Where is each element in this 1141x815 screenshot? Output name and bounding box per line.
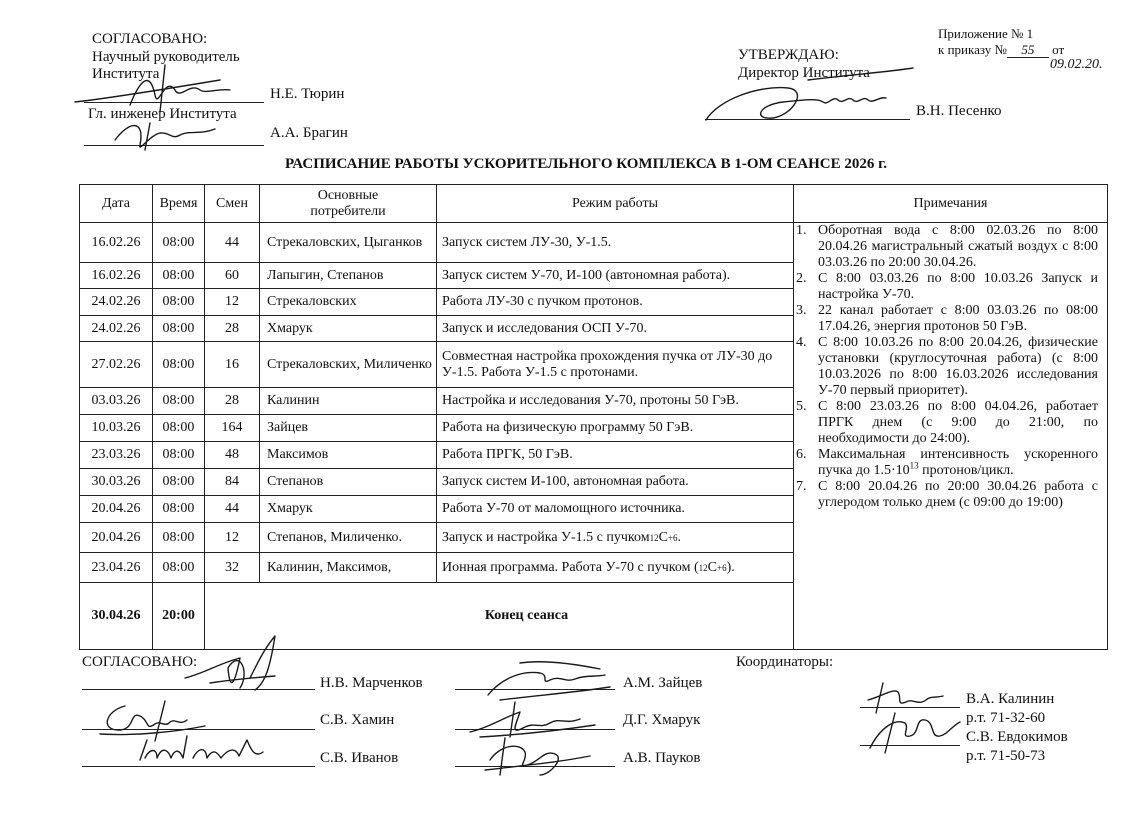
coordinator-kalinin-phone: р.т. 71-32-60 [966,710,1046,726]
row-time: 08:00 [162,559,195,575]
row-time: 08:00 [162,420,195,435]
row-time: 08:00 [162,474,195,489]
isotope-symbol: С [658,529,668,545]
row-date: 20.04.26 [91,501,141,516]
row-mode: Запуск и исследования ОСП У-70. [442,320,647,336]
note-text: С 8:00 20.04.26 по 20:00 30.04.26 работа с углеродом только днем (с 09:00 до 19:00) [818,479,1098,510]
appendix-line1: Приложение № 1 [938,26,1034,41]
appendix-line2 [938,42,1064,58]
note-item [794,399,1098,447]
order-date: 09.02.20. [1050,57,1103,72]
row-date: 27.02.26 [91,356,141,372]
note-item [794,303,1098,335]
row-mode: Работа ПРГК, 50 ГэВ. [442,447,573,462]
sci-head-institute: Института [92,66,160,82]
director-name: В.Н. Песенко [916,103,1002,119]
row-shifts: 164 [221,420,243,435]
row-time: 08:00 [162,267,195,283]
signer-paukov: А.В. Пауков [623,750,701,766]
sci-head-position: Научный руководитель [92,49,240,65]
row-consumers: Стрекаловских, Цыганков [267,234,423,250]
final-date: 30.04.26 [91,608,141,623]
order-from-label: от [1052,42,1065,57]
note-item [794,335,1098,399]
row-consumers: Зайцев [267,420,309,435]
row-consumers: Стрекаловских [267,294,357,309]
note-item [794,447,1098,479]
session-end-label: Конец сеанса [484,608,569,623]
note-text: Максимальная интенсивность ускоренного пучка до 1.5·10 [818,447,1098,478]
note-number: 6. [796,447,807,462]
row-mode: Запуск систем У-70, И-100 (автономная работа). [442,267,731,283]
note-text: С 8:00 03.03.26 по 8:00 10.03.26 Запуск и настройка У-70. [818,271,1098,302]
row-mode: Запуск систем И-100, автономная работа. [442,474,689,489]
note-exponent: 13 [909,460,919,471]
row-consumers: Калинин [267,393,320,408]
row-date: 16.02.26 [91,234,141,250]
row-time: 08:00 [162,320,195,336]
mode-text: Запуск и настройка У-1.5 с пучком [442,529,650,545]
row-consumers: Степанов, Миличенко. [267,529,403,545]
notes-list [794,223,1098,511]
row-date: 20.04.26 [91,529,141,545]
pesenko-signature [698,60,928,135]
bragin-signature [110,115,230,155]
mode-text-end: . [677,529,681,545]
row-consumers: Лапыгин, Степанов [267,267,384,283]
note-text: Оборотная вода с 8:00 02.03.26 по 8:00 20.04.26 магистральный сжатый воздух с 8:00 03.03.26 по 20:00 30.04.26. [818,223,1098,270]
coordinator-evdokimov: С.В. Евдокимов [966,729,1068,745]
row-time: 08:00 [162,356,195,372]
signer-zaitsev: А.М. Зайцев [623,675,703,691]
note-number: 7. [796,479,807,494]
row-date: 24.02.26 [91,294,141,309]
signer-ivanov: С.В. Иванов [320,750,399,766]
row-time: 08:00 [162,501,195,516]
mode-text-end: ). [726,559,735,575]
row-mode: Ионная программа. Работа У-70 с пучком ( 12 С +6 ). [442,559,735,575]
row-mode: Работа на физическую программу 50 ГэВ. [442,420,694,435]
coordinator-kalinin: В.А. Калинин [966,691,1055,707]
note-number: 4. [796,335,807,350]
row-time: 08:00 [162,529,195,545]
header-consumers: Основные потребители [310,187,386,219]
row-time: 08:00 [162,393,195,408]
signer-khmaruk: Д.Г. Хмарук [623,712,701,728]
row-date: 23.03.26 [91,447,141,462]
row-date: 16.02.26 [91,267,141,283]
approve-title: УТВЕРЖДАЮ: [738,47,839,63]
row-consumers: Стрекаловских, Миличенко [267,356,432,372]
final-time: 20:00 [162,608,195,623]
row-consumers: Максимов [267,447,329,462]
row-date: 23.04.26 [91,559,141,575]
signer-khamin: С.В. Хамин [320,712,395,728]
header-shifts: Смен [216,195,248,211]
row-date: 30.03.26 [91,474,141,489]
agreed-title: СОГЛАСОВАНО: [92,31,208,47]
row-mode: Запуск систем ЛУ-30, У-1.5. [442,234,612,250]
header-time: Время [159,195,198,211]
row-shifts: 60 [225,267,239,283]
row-shifts: 44 [225,501,239,516]
marchenkov-signature [180,628,290,698]
order-label: к приказу № [938,42,1007,57]
row-mode: Работа У-70 от маломощного источника. [442,501,685,516]
row-shifts: 44 [225,234,239,250]
page-title: РАСПИСАНИЕ РАБОТЫ УСКОРИТЕЛЬНОГО КОМПЛЕКСА В 1-ОМ СЕАНСЕ 2026 г. [285,156,887,172]
row-date: 10.03.26 [91,420,141,435]
row-mode: Работа ЛУ-30 с пучком протонов. [442,294,643,309]
note-item [794,223,1098,271]
row-shifts: 28 [225,320,239,336]
evdokimov-signature [860,708,970,758]
mode-text: Ионная программа. Работа У-70 с пучком ( [442,559,699,575]
row-shifts: 12 [225,529,239,545]
note-text: С 8:00 23.03.26 по 8:00 04.04.26, работает ПРГК днем (с 9:00 до 21:00, по необходимости до 24:00). [818,399,1098,446]
chief-engineer-name: А.А. Брагин [270,125,348,141]
coordinator-evdokimov-phone: р.т. 71-50-73 [966,748,1046,764]
row-shifts: 12 [225,294,239,309]
order-number: 55 [1007,42,1049,58]
note-item [794,479,1098,511]
row-mode: Запуск и настройка У-1.5 с пучком 12 С +6 . [442,529,681,545]
note-number: 3. [796,303,807,318]
row-shifts: 32 [225,559,239,575]
header-date: Дата [102,195,130,211]
note-number: 1. [796,223,807,238]
note-text-end: протонов/цикл. [918,463,1014,478]
sci-head-name: Н.Е. Тюрин [270,86,345,102]
header-mode: Режим работы [571,195,659,211]
note-item [794,271,1098,303]
row-time: 08:00 [162,294,195,309]
row-time: 08:00 [162,447,195,462]
isotope-symbol: С [707,559,717,575]
row-shifts: 48 [225,447,239,462]
chief-engineer-position: Гл. инженер Института [88,106,237,122]
coordinators-title: Координаторы: [736,654,834,670]
row-mode: Настройка и исследования У-70, протоны 50 ГэВ. [442,393,739,408]
ivanov-signature [135,730,275,770]
footer-agreed-title: СОГЛАСОВАНО: [82,654,198,670]
row-shifts: 84 [225,474,239,489]
row-date: 03.03.26 [91,393,141,408]
row-mode: Совместная настройка прохождения пучка от ЛУ-30 до У-1.5. Работа У-1.5 с протонами. [442,348,773,380]
row-consumers: Хмарук [267,320,313,336]
note-number: 2. [796,271,807,286]
row-consumers: Хмарук [267,501,313,516]
signer-marchenkov: Н.В. Марченков [320,675,423,691]
note-number: 5. [796,399,807,414]
note-text: С 8:00 10.03.26 по 8:00 20.04.26, физические установки (круглосуточная работа) (с 8:00 10.03.2026 по 8:00 16.03.2026 исследования У-70 первый приоритет). [818,335,1098,398]
row-time: 08:00 [162,234,195,250]
paukov-signature [480,730,600,780]
row-shifts: 28 [225,393,239,408]
note-text: 22 канал работает с 8:00 03.03.26 по 08:00 17.04.26, энергия протонов 50 ГэВ. [818,303,1098,334]
schedule-table [79,184,1108,650]
director-position: Директор Института [738,65,870,81]
row-date: 24.02.26 [91,320,141,336]
row-consumers: Калинин, Максимов, [267,559,392,575]
header-notes: Примечания [913,195,988,211]
row-shifts: 16 [225,356,239,372]
row-consumers: Степанов [267,474,324,489]
